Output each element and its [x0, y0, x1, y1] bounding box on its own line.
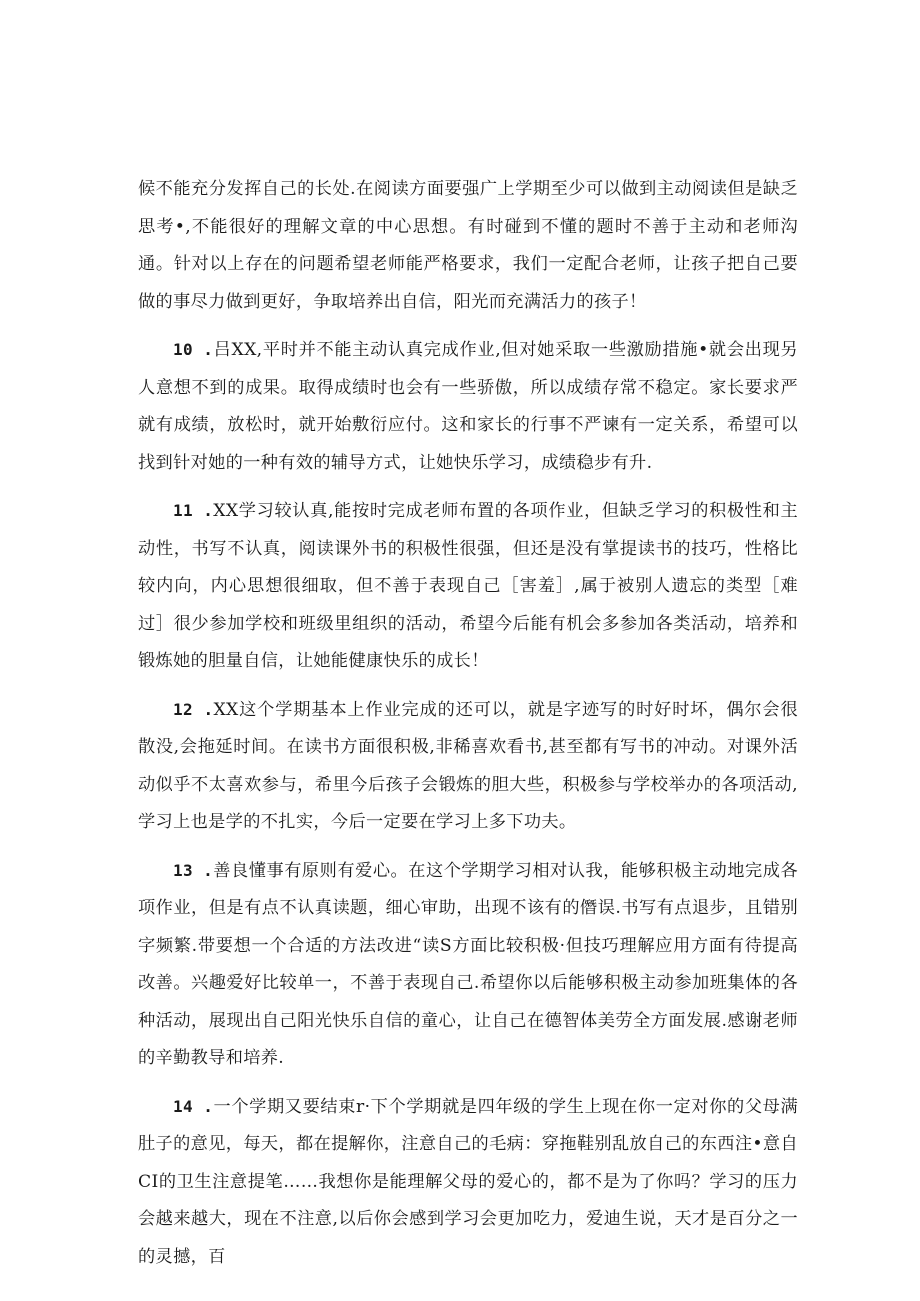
paragraph-text: XX这个学期基本上作业完成的还可以，就是字迹写的时好时坏，偶尔会很散没,会拖延时间。在读书方面很积极,非稀喜欢看书,甚至都有写书的冲动。对课外活动似乎不太喜欢参与，希里今后孩子会锻炼的胆大些，积极参与学校举办的各项活动,学习上也是学的不扎实，今后一定要在学习上多下功夫。 [138, 699, 799, 832]
paragraph-text: 吕XX,平时并不能主动认真完成作业,但对她采取一些激励措施•就会出现另人意想不到的成果。取得成绩时也会有一些骄傲，所以成绩存常不稳定。家长要求严就有成绩，放松时，就开始敷衍应付。这和家长的行事不严谏有一定关系，希望可以找到针对她的一种有效的辅导方式，让她快乐学习，成绩稳步有升. [138, 340, 798, 473]
paragraph-14 [138, 1088, 798, 1277]
paragraph-12 [138, 691, 798, 842]
paragraph-number: 10 . [173, 340, 214, 359]
paragraph-number: 13 . [173, 860, 214, 880]
paragraph-text: 善良懂事有原则有爱心。在这个学期学习相对认我，能够积极主动地完成各项作业，但是有点不认真读题，细心审助，出现不该有的僭误.书写有点退步，且错别字频繁.带要想一个合适的方法改进“读S方面比较积极·但技巧理解应用方面有待提高改善。兴趣爱好比较单一，不善于表现自己.希望你以后能够积极主动参加班集体的各种活动，展现出自己阳光快乐自信的童心，让自己在德智体美劳全方面发展.感谢老师的辛勤教导和培养. [138, 860, 798, 1068]
paragraph-number: 14 . [173, 1096, 214, 1116]
paragraph-number: 11 . [173, 501, 214, 520]
paragraph-text: XX学习较认真,能按时完成老师布置的各项作业，但缺乏学习的积极性和主动性，书写不认真，阅读课外书的积极性很强，但还是没有掌提读书的技巧，性格比较内向，内心思想很细取，但不善于表现自己［害羞］,属于被别人遗忘的类型［难过］很少参加学校和班级里组织的活动，希望今后能有机会多参加各类活动，培养和锻炼她的胆量自信，让她能健康快乐的成长！ [138, 501, 798, 671]
paragraph-continued [138, 171, 798, 321]
paragraph-number: 12 . [173, 699, 214, 719]
paragraph-text: 候不能充分发挥自己的长处.在阅读方面要强广上学期至少可以做到主动阅读但是缺乏思考•,不能很好的理解文章的中心思想。有时碰到不懂的题时不善于主动和老师沟通。针对以上存在的问题希望老师能严格要求，我们一定配合老师，让孩子把自己要做的事尽力做到更好，争取培养出自信，阳光而充满活力的孩子！ [138, 179, 798, 312]
document-body [138, 171, 798, 1276]
paragraph-text: 一个学期又要结束r·下个学期就是四年级的学生上现在你一定对你的父母满肚子的意见，每天，都在提解你，注意自己的毛病：穿拖鞋别乱放自己的东西注•意自CI的卫生注意提笔……我想你是能理解父母的爱心的，都不是为了你吗？学习的压力会越来越大，现在不注意,以后你会感到学习会更加吃力，爱迪生说，天才是百分之一的灵撼，百 [138, 1096, 798, 1267]
paragraph-11 [138, 492, 798, 681]
paragraph-13 [138, 852, 798, 1078]
paragraph-10 [138, 331, 798, 482]
